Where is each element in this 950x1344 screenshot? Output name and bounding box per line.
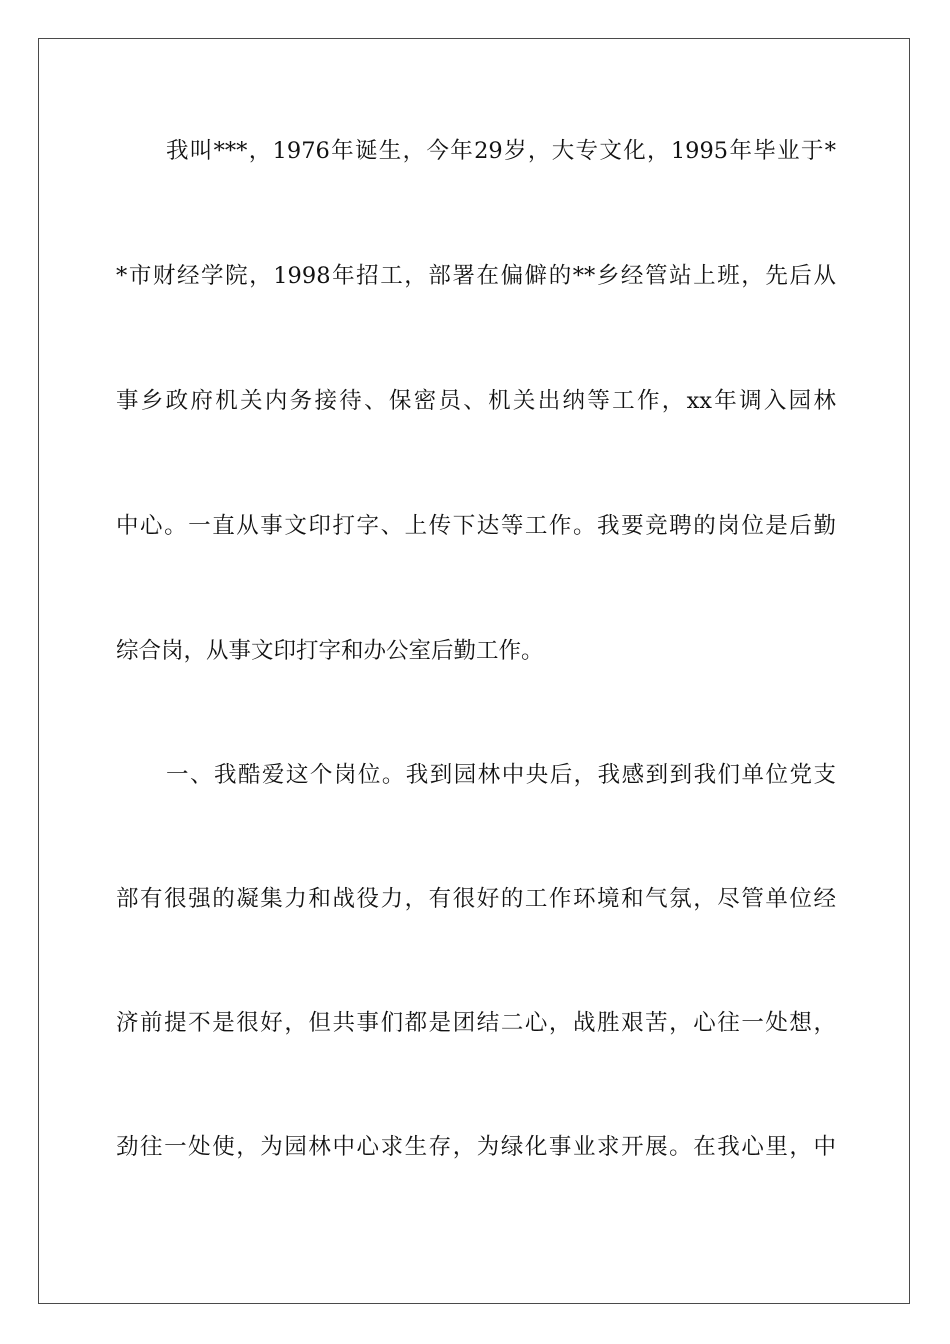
paragraph-1-line-5: 综合岗，从事文印打字和办公室后勤工作。 [116, 638, 544, 664]
paragraph-2-line-3: 济前提不是很好，但共事们都是团结二心，战胜艰苦，心往一处想， [116, 1010, 836, 1036]
paragraph-1-line-2: *市财经学院，1998年招工，部署在偏僻的**乡经管站上班，先后从 [116, 263, 836, 289]
paragraph-1-line-4: 中心。一直从事文印打字、上传下达等工作。我要竞聘的岗位是后勤 [116, 513, 836, 539]
page-border [38, 38, 910, 1304]
paragraph-1-line-1: 我叫***，1976年诞生，今年29岁，大专文化，1995年毕业于* [166, 138, 836, 164]
paragraph-1-line-3: 事乡政府机关内务接待、保密员、机关出纳等工作，xx年调入园林 [116, 388, 836, 414]
paragraph-2-line-4: 劲往一处使，为园林中心求生存，为绿化事业求开展。在我心里，中 [116, 1134, 836, 1160]
paragraph-2-line-1: 一、我酷爱这个岗位。我到园林中央后，我感到到我们单位党支 [166, 762, 836, 788]
paragraph-2-line-2: 部有很强的凝集力和战役力，有很好的工作环境和气氛，尽管单位经 [116, 886, 836, 912]
